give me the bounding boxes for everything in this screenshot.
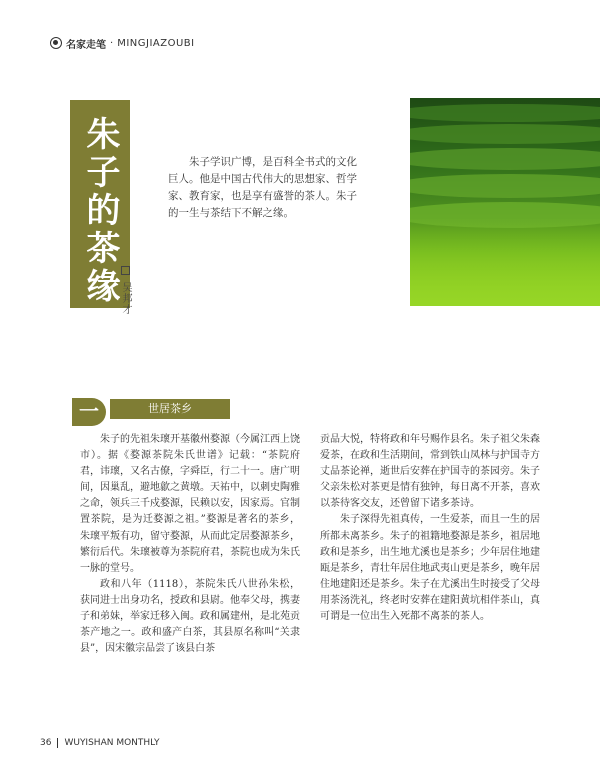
paragraph: 贡品大悦，特将政和年号赐作县名。朱子祖父朱森爱茶，在政和生活期间，常到铁山凤林与护国寺方丈品茶论禅，逝世后安葬在护国寺的茶园旁。朱子父亲朱松对茶更是情有独钟，每日离不开茶，喜欢以茶待客交友，还曾留下诸多茶诗。: [320, 434, 540, 510]
paragraph: 朱子深得先祖真传，一生爱茶，而且一生的居所都未离茶乡。朱子的祖籍地婺源是茶乡，祖居地政和是茶乡，出生地尤溪也是茶乡；少年居住地建瓯是茶乡，青壮年居住地武夷山更是茶乡，晚年居住地建阳还是茶乡。朱子在尤溪出生时接受了父母用茶汤洗礼，终老时安葬在建阳黄坑相伴茶山，真可谓是一位出生入死都不离茶的茶人。: [320, 514, 540, 623]
paragraph: 朱子的先祖朱瓌开基徽州婺源（今属江西上饶市）。据《婺源茶院朱氏世谱》记载：“茶院府君，讳瓌，又名古僚，字舜臣，行二十一。唐广明间，因巢乱，避地歙之黄墩。天祐中，以刺史陶雅之命，领兵三千戍婺源，民赖以安，因家焉。官制置茶院，是为迁婺源之祖。”婺源是著名的茶乡，朱瓌平叛有功，留守婺源，从而此定居婺源茶乡，繁衍后代。朱瓌被尊为茶院府君，茶院也成为朱氏一脉的堂号。: [80, 434, 300, 574]
header-separator: ·: [110, 37, 114, 49]
section-number-badge: 一: [72, 398, 106, 426]
column-brand-latin: MINGJIAZOUBI: [117, 37, 195, 49]
footer-divider: [57, 738, 58, 748]
section-title: 世居茶乡: [110, 399, 230, 419]
magazine-logo-icon: [50, 37, 62, 49]
article-title: 朱子的茶缘: [80, 116, 120, 306]
author-byline: [118, 266, 133, 315]
byline-square-icon: [121, 266, 130, 275]
page-number: 36: [40, 738, 52, 748]
column-brand: 名家走笔: [66, 39, 106, 51]
paragraph: 政和八年（1118），茶院朱氏八世孙朱松，获同进士出身功名，授政和县尉。他奉父母，携妻子和弟妹，举家迁移入闽。政和属建州，是北苑贡茶产地之一。政和盛产白茶，其县原名称叫“关隶县”，因宋徽宗品尝了该县白茶: [80, 578, 300, 655]
body-column-right: [320, 432, 540, 625]
magazine-name: WUYISHAN MONTHLY: [64, 738, 160, 748]
page-footer: [40, 738, 160, 748]
page-header: [50, 36, 195, 50]
body-column-left: [80, 432, 300, 657]
tea-plantation-photo: [410, 98, 600, 306]
article-intro: 朱子学识广博，是百科全书式的文化巨人。他是中国古代伟大的思想家、哲学家、教育家，也是享有盛誉的茶人。朱子的一生与茶结下不解之缘。: [168, 156, 357, 219]
author-name: 吴邦才: [120, 282, 131, 316]
